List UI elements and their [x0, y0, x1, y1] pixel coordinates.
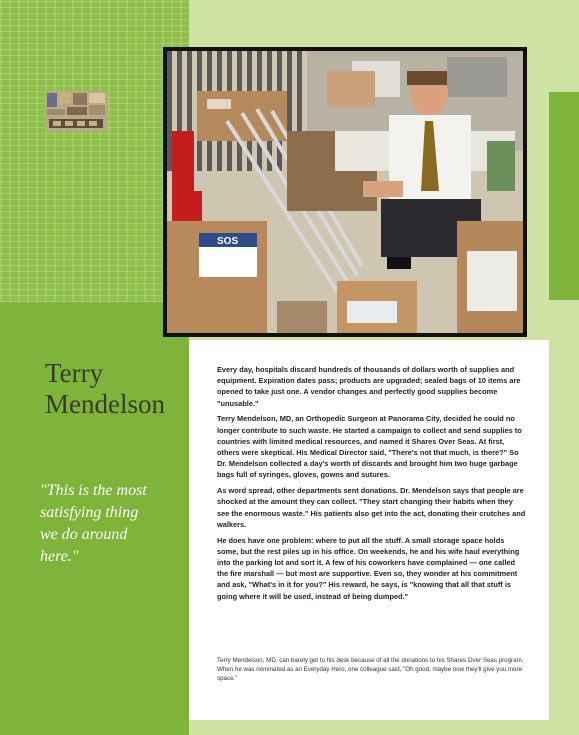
body-paragraph: He does have one problem: where to put all the stuff. A small storage space holds some, but the rest piles up in his office. On weekends, he and his wife haul everything into the parking lot and sort it. A few of his coworkers have complained — one called the fire marshall — but most are supportive. Even so, they wonder at his commitment and ask, "What's in it for you?" His reward, he says, is "knowing that all that stuff is going where it will be used, instead of being dumped."	[217, 535, 520, 601]
office-photo	[167, 51, 523, 333]
office-photo-frame	[163, 47, 527, 337]
right-light-strip	[549, 300, 579, 720]
left-texture-panel	[0, 0, 189, 302]
person-name-heading	[45, 358, 185, 420]
photo-caption: Terry Mendelson, MD, can barely get to his desk because of all the donations to his Shares Over Seas program. When he was nominated as an Everyday Hero, one colleague said, "Oh good, maybe now they'll give you more space."	[217, 657, 524, 682]
article-body	[217, 364, 527, 606]
heroes-logo-icon	[45, 91, 107, 131]
quote-line: we do around	[40, 526, 128, 543]
photo-box-label: SOS	[217, 236, 239, 247]
quote-line: satisfying thing	[40, 504, 139, 521]
quote-line: "This is the most	[40, 482, 147, 499]
name-last: Mendelson	[45, 389, 165, 419]
body-paragraph: Terry Mendelson, MD, an Orthopedic Surgeon at Panorama City, decided he could no longer contribute to such waste. He started a campaign to collect and send supplies to countries with limited medical resources, and named it Shares Over Seas. At first, others were skeptical. His Medical Director said, "There's not that much, is there?" So Dr. Mendelson collected a day's worth of discards and brought him two huge garbage bags full of syringes, gloves, gowns and sutures.	[217, 414, 522, 480]
right-accent-strip	[549, 92, 579, 300]
pull-quote	[40, 480, 185, 568]
body-paragraph: As word spread, other departments sent donations. Dr. Mendelson says that people are shocked at the amount they can collect. "They start changing their habits when they see the enormous waste." His patients also get into the act, donating their crutches and walkers.	[217, 486, 526, 529]
body-paragraph: Every day, hospitals discard hundreds of thousands of dollars worth of supplies and equipment. Expiration dates pass; products are upgraded; sealed bags of 10 items are opened to take just one. A vendor changes and perfectly good supplies become "unusable."	[217, 365, 521, 408]
quote-line: here."	[40, 548, 79, 565]
bottom-band	[0, 720, 579, 735]
name-first: Terry	[45, 358, 104, 388]
